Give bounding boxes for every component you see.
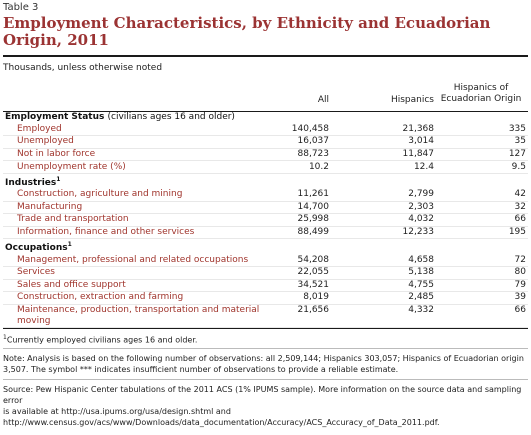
table-row xyxy=(3,214,528,227)
cell-hispanics: 21,368 xyxy=(329,124,434,136)
cell-hispanics: 5,138 xyxy=(329,266,434,279)
table-row xyxy=(3,201,528,214)
footnote-marker: 1 xyxy=(3,333,7,341)
section-heading: Employment Status xyxy=(5,112,105,123)
footnote-marker: 1 xyxy=(56,175,61,183)
cell-ecuadorian: 72 xyxy=(434,254,528,266)
cell-ecuadorian: 35 xyxy=(434,136,528,149)
cell-all: 88,499 xyxy=(269,226,329,239)
cell-hispanics: 2,303 xyxy=(329,201,434,214)
row-label: Employed xyxy=(3,124,269,136)
cell-hispanics: 4,332 xyxy=(329,304,434,327)
cell-hispanics: 12.4 xyxy=(329,161,434,174)
table-row xyxy=(3,292,528,305)
cell-hispanics: 4,755 xyxy=(329,279,434,292)
row-label: Unemployed xyxy=(3,136,269,149)
section-occupations xyxy=(3,239,528,255)
data-table xyxy=(3,112,528,328)
table-row xyxy=(3,161,528,174)
cell-all: 10.2 xyxy=(269,161,329,174)
row-label-line1: Maintenance, production, transportation and material xyxy=(17,304,260,315)
cell-ecuadorian: 42 xyxy=(434,189,528,201)
cell-ecuadorian: 66 xyxy=(434,214,528,227)
table-row xyxy=(3,189,528,201)
cell-all: 16,037 xyxy=(269,136,329,149)
cell-all: 140,458 xyxy=(269,124,329,136)
row-label-line2: moving xyxy=(17,315,51,326)
row-label: Unemployment rate (%) xyxy=(3,161,269,174)
cell-hispanics: 3,014 xyxy=(329,136,434,149)
cell-all: 88,723 xyxy=(269,148,329,161)
cell-all: 21,656 xyxy=(269,304,329,327)
cell-all: 34,521 xyxy=(269,279,329,292)
table-bottom-divider xyxy=(3,328,528,329)
footnote-text: Currently employed civilians ages 16 and older. xyxy=(6,335,198,345)
cell-all: 22,055 xyxy=(269,266,329,279)
note-divider xyxy=(3,379,528,380)
column-header-ecuadorian xyxy=(436,83,526,105)
analysis-note xyxy=(3,353,528,375)
row-label: Trade and transportation xyxy=(3,214,269,227)
row-label: Information, finance and other services xyxy=(3,226,269,239)
row-label: Construction, agriculture and mining xyxy=(3,189,269,201)
row-label: Sales and office support xyxy=(3,279,269,292)
column-header-row xyxy=(3,75,528,111)
cell-all: 11,261 xyxy=(269,189,329,201)
source-note xyxy=(3,384,528,428)
column-header-ecuadorian-line2: Ecuadorian Origin xyxy=(440,94,522,104)
table-row xyxy=(3,124,528,136)
table-document xyxy=(3,2,528,428)
title-divider xyxy=(3,55,528,57)
note-line1: Note: Analysis is based on the following number of observations: all 2,509,144; Hispanics 303,057; Hispanics of Ecuadorian origin xyxy=(3,354,524,364)
table-row xyxy=(3,148,528,161)
table-number-label: Table 3 xyxy=(3,2,39,13)
row-label: Manufacturing xyxy=(3,201,269,214)
cell-ecuadorian: 66 xyxy=(434,304,528,327)
cell-hispanics: 4,658 xyxy=(329,254,434,266)
cell-ecuadorian: 335 xyxy=(434,124,528,136)
section-heading: Occupations xyxy=(5,243,68,254)
row-label: Services xyxy=(3,266,269,279)
table-row xyxy=(3,226,528,239)
cell-ecuadorian: 80 xyxy=(434,266,528,279)
cell-all: 25,998 xyxy=(269,214,329,227)
table-row xyxy=(3,266,528,279)
row-label xyxy=(3,304,269,327)
column-header-hispanics: Hispanics xyxy=(390,95,434,105)
table-row xyxy=(3,304,528,327)
unit-note: Thousands, unless otherwise noted xyxy=(3,63,163,73)
cell-ecuadorian: 39 xyxy=(434,292,528,305)
row-label: Construction, extraction and farming xyxy=(3,292,269,305)
cell-all: 54,208 xyxy=(269,254,329,266)
section-subheading: (civilians ages 16 and older) xyxy=(107,112,235,123)
table-row xyxy=(3,254,528,266)
cell-hispanics: 2,485 xyxy=(329,292,434,305)
column-header-all: All xyxy=(317,95,329,105)
section-heading: Industries xyxy=(5,177,57,188)
source-line3: http://www.census.gov/acs/www/Downloads/data_documentation/Accuracy/ACS_Accuracy_of_Data_2011.pdf. xyxy=(3,418,440,428)
section-industries xyxy=(3,173,528,189)
cell-ecuadorian: 195 xyxy=(434,226,528,239)
note-line2: 3,507. The symbol *** indicates insufficient number of observations to provide a reliable estimate. xyxy=(3,365,399,375)
cell-all: 14,700 xyxy=(269,201,329,214)
source-line1: Source: Pew Hispanic Center tabulations of the 2011 ACS (1% IPUMS sample). More information on the source data and sampling error xyxy=(3,385,522,406)
cell-ecuadorian: 127 xyxy=(434,148,528,161)
table-row xyxy=(3,279,528,292)
row-label: Not in labor force xyxy=(3,148,269,161)
row-label: Management, professional and related occupations xyxy=(3,254,269,266)
cell-ecuadorian: 79 xyxy=(434,279,528,292)
cell-hispanics: 4,032 xyxy=(329,214,434,227)
cell-ecuadorian: 32 xyxy=(434,201,528,214)
column-header-ecuadorian-line1: Hispanics of xyxy=(453,83,509,93)
section-employment-status xyxy=(3,112,528,124)
source-line2: is available at http://usa.ipums.org/usa/design.shtml and xyxy=(3,407,231,417)
cell-all: 8,019 xyxy=(269,292,329,305)
footnote xyxy=(3,332,528,346)
footnote-divider xyxy=(3,348,528,349)
footnote-marker: 1 xyxy=(67,241,72,249)
cell-ecuadorian: 9.5 xyxy=(434,161,528,174)
table-title: Employment Characteristics, by Ethnicity and Ecuadorian Origin, 2011 xyxy=(3,14,491,49)
cell-hispanics: 2,799 xyxy=(329,189,434,201)
cell-hispanics: 12,233 xyxy=(329,226,434,239)
table-row xyxy=(3,136,528,149)
cell-hispanics: 11,847 xyxy=(329,148,434,161)
